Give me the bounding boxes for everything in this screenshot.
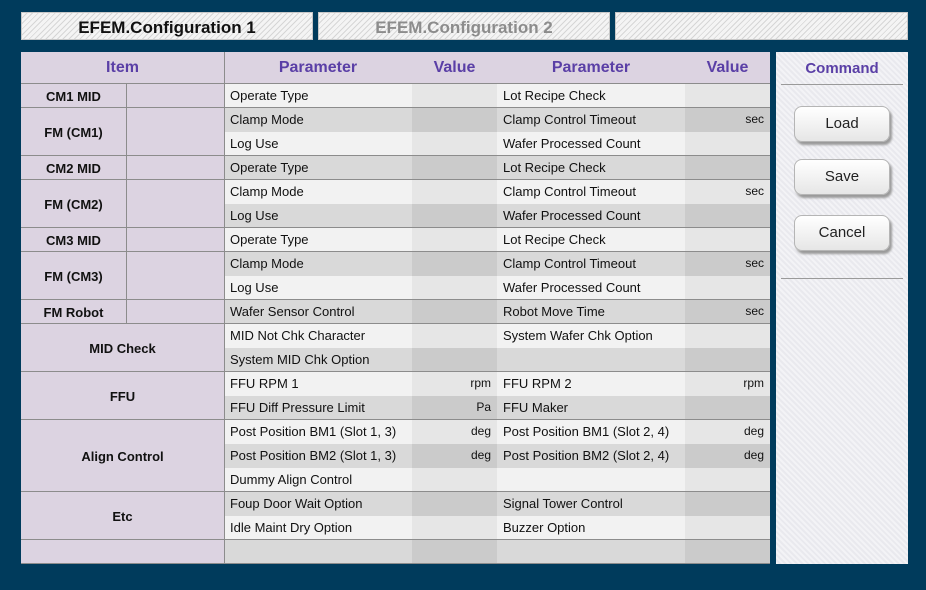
value-field[interactable] xyxy=(412,492,497,516)
value-field[interactable] xyxy=(412,252,497,276)
value-field[interactable] xyxy=(412,156,497,180)
item-split-divider xyxy=(126,84,127,108)
parameter-label: Signal Tower Control xyxy=(497,492,685,516)
parameter-label xyxy=(497,540,685,564)
parameter-label: Lot Recipe Check xyxy=(497,84,685,108)
value-field[interactable] xyxy=(685,276,770,300)
parameter-label: Post Position BM2 (Slot 1, 3) xyxy=(224,444,412,468)
save-button[interactable]: Save xyxy=(794,159,890,195)
tab-empty xyxy=(615,12,908,40)
parameter-label: FFU RPM 1 xyxy=(224,372,412,396)
value-field[interactable]: deg xyxy=(412,420,497,444)
parameter-label: Post Position BM1 (Slot 2, 4) xyxy=(497,420,685,444)
parameter-label: Log Use xyxy=(224,276,412,300)
value-field[interactable] xyxy=(412,180,497,204)
parameter-label: Log Use xyxy=(224,132,412,156)
parameter-label: Operate Type xyxy=(224,156,412,180)
item-label: FFU xyxy=(109,388,136,404)
group-divider xyxy=(21,563,770,564)
value-field[interactable] xyxy=(685,540,770,564)
parameter-label: System MID Chk Option xyxy=(224,348,412,372)
value-field[interactable] xyxy=(685,324,770,348)
parameter-label: Buzzer Option xyxy=(497,516,685,540)
item-split-divider xyxy=(126,228,127,252)
cancel-button[interactable]: Cancel xyxy=(794,215,890,251)
item-label: Align Control xyxy=(81,448,164,464)
item-split-divider xyxy=(126,300,127,324)
parameter-label: Wafer Processed Count xyxy=(497,204,685,228)
parameter-label: Clamp Mode xyxy=(224,180,412,204)
item-label: MID Check xyxy=(89,340,156,356)
item-label: Etc xyxy=(112,508,133,524)
parameter-label xyxy=(224,540,412,564)
tab-label: EFEM.Configuration 1 xyxy=(78,18,256,37)
parameter-label: Clamp Control Timeout xyxy=(497,108,685,132)
value-field[interactable] xyxy=(412,228,497,252)
value-field[interactable] xyxy=(412,132,497,156)
value-field[interactable] xyxy=(685,84,770,108)
group-divider xyxy=(21,299,770,300)
parameter-label: FFU Diff Pressure Limit xyxy=(224,396,412,420)
parameter-label xyxy=(497,348,685,372)
parameter-label: Idle Maint Dry Option xyxy=(224,516,412,540)
item-label: CM3 MID xyxy=(46,232,101,248)
command-title: Command xyxy=(805,60,879,77)
parameter-label: Post Position BM1 (Slot 1, 3) xyxy=(224,420,412,444)
value-field[interactable] xyxy=(685,204,770,228)
value-field[interactable]: sec xyxy=(685,108,770,132)
parameter-label: Operate Type xyxy=(224,228,412,252)
value-field[interactable] xyxy=(685,516,770,540)
value-field[interactable] xyxy=(412,204,497,228)
value-field[interactable] xyxy=(412,540,497,564)
value-field[interactable]: rpm xyxy=(412,372,497,396)
item-column-divider xyxy=(224,52,225,564)
parameter-label: Robot Move Time xyxy=(497,300,685,324)
value-field[interactable] xyxy=(412,276,497,300)
value-field[interactable]: sec xyxy=(685,252,770,276)
tab-label: EFEM.Configuration 2 xyxy=(375,18,553,37)
item-label: CM1 MID xyxy=(46,88,101,104)
header-value-2: Value xyxy=(706,59,749,76)
value-field[interactable] xyxy=(412,300,497,324)
value-field[interactable] xyxy=(412,468,497,492)
item-label xyxy=(21,540,224,564)
group-divider xyxy=(21,179,770,180)
load-button[interactable]: Load xyxy=(794,106,890,142)
value-field[interactable]: Pa xyxy=(412,396,497,420)
item-label: FM Robot xyxy=(43,304,104,320)
parameter-label: Post Position BM2 (Slot 2, 4) xyxy=(497,444,685,468)
value-field[interactable] xyxy=(685,468,770,492)
parameter-label: System Wafer Chk Option xyxy=(497,324,685,348)
tab-efem-configuration-1[interactable] xyxy=(21,12,313,40)
value-field[interactable] xyxy=(685,396,770,420)
group-divider xyxy=(21,107,770,108)
value-field[interactable] xyxy=(685,132,770,156)
parameter-label: Log Use xyxy=(224,204,412,228)
header-item: Item xyxy=(106,59,139,76)
item-label: FM (CM3) xyxy=(44,268,103,284)
parameter-label: Dummy Align Control xyxy=(224,468,412,492)
item-label: FM (CM2) xyxy=(44,196,103,212)
header-value-1: Value xyxy=(433,59,476,76)
value-field[interactable]: deg xyxy=(685,420,770,444)
configuration-table xyxy=(21,52,770,564)
item-split-divider xyxy=(126,108,127,156)
item-label: FM (CM1) xyxy=(44,124,103,140)
value-field[interactable] xyxy=(412,348,497,372)
value-field[interactable] xyxy=(685,348,770,372)
parameter-label: Lot Recipe Check xyxy=(497,156,685,180)
parameter-label: Wafer Processed Count xyxy=(497,276,685,300)
parameter-label: Clamp Mode xyxy=(224,108,412,132)
parameter-label: Clamp Mode xyxy=(224,252,412,276)
command-panel xyxy=(776,52,908,564)
header-parameter-2: Parameter xyxy=(551,59,631,76)
value-field[interactable]: rpm xyxy=(685,372,770,396)
parameter-label: MID Not Chk Character xyxy=(224,324,412,348)
value-field[interactable] xyxy=(685,228,770,252)
parameter-label: Foup Door Wait Option xyxy=(224,492,412,516)
value-field[interactable]: sec xyxy=(685,300,770,324)
command-divider-bottom xyxy=(781,278,903,279)
header-parameter-1: Parameter xyxy=(278,59,358,76)
value-field[interactable]: deg xyxy=(685,444,770,468)
parameter-label: Clamp Control Timeout xyxy=(497,252,685,276)
group-divider xyxy=(21,251,770,252)
value-field[interactable]: sec xyxy=(685,180,770,204)
value-field[interactable] xyxy=(685,492,770,516)
value-field[interactable]: deg xyxy=(412,444,497,468)
item-split-divider xyxy=(126,156,127,180)
parameter-label: Lot Recipe Check xyxy=(497,228,685,252)
item-label: CM2 MID xyxy=(46,160,101,176)
parameter-label: Wafer Processed Count xyxy=(497,132,685,156)
command-divider-top xyxy=(781,84,903,85)
parameter-label: Wafer Sensor Control xyxy=(224,300,412,324)
value-field[interactable] xyxy=(412,84,497,108)
group-divider xyxy=(21,155,770,156)
value-field[interactable] xyxy=(412,108,497,132)
item-split-divider xyxy=(126,252,127,300)
value-field[interactable] xyxy=(412,516,497,540)
parameter-label: Clamp Control Timeout xyxy=(497,180,685,204)
parameter-label xyxy=(497,468,685,492)
parameter-label: FFU Maker xyxy=(497,396,685,420)
parameter-label: FFU RPM 2 xyxy=(497,372,685,396)
value-field[interactable] xyxy=(412,324,497,348)
item-split-divider xyxy=(126,180,127,228)
group-divider xyxy=(21,227,770,228)
value-field[interactable] xyxy=(685,156,770,180)
tab-efem-configuration-2[interactable] xyxy=(318,12,610,40)
parameter-label: Operate Type xyxy=(224,84,412,108)
